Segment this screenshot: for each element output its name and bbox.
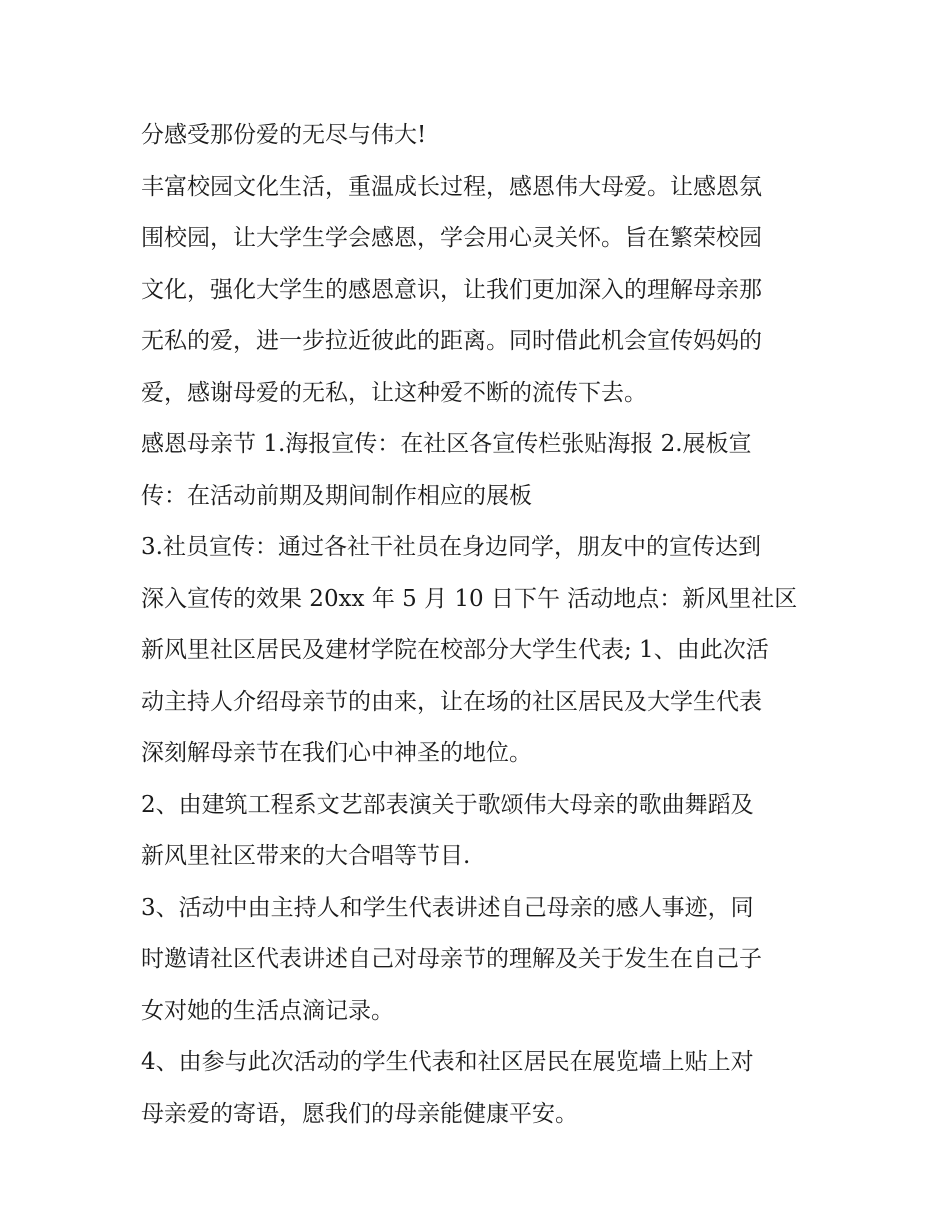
text-line: 2、由建筑工程系文艺部表演关于歌颂伟大母亲的歌曲舞蹈及	[141, 791, 754, 818]
text-line: 深入宣传的效果 20xx 年 5 月 10 日下午 活动地点：新风里社区	[141, 585, 798, 612]
text-line: 围校园，让大学生学会感恩，学会用心灵关怀。旨在繁荣校园	[141, 225, 762, 251]
text-line: 文化，强化大学生的感恩意识，让我们更加深入的理解母亲那	[141, 276, 762, 303]
text-line: 新风里社区带来的大合唱等节目.	[141, 843, 471, 869]
document-body	[141, 110, 821, 1140]
text-line: 爱，感谢母爱的无私，让这种爱不断的流传下去。	[141, 379, 647, 406]
text-line: 3、活动中由主持人和学生代表讲述自己母亲的感人事迹，同	[141, 894, 754, 921]
text-line: 感恩母亲节 1.海报宣传：在社区各宣传栏张贴海报 2.展板宣	[141, 431, 752, 457]
text-line: 深刻解母亲节在我们心中神圣的地位。	[141, 740, 532, 766]
text-line: 新风里社区居民及建材学院在校部分大学生代表; 1、由此次活	[141, 637, 769, 663]
text-line: 时邀请社区代表讲述自己对母亲节的理解及关于发生在自己子	[141, 946, 762, 972]
text-line: 无私的爱，进一步拉近彼此的距离。同时借此机会宣传妈妈的	[141, 328, 762, 354]
text-line: 3.社员宣传：通过各社干社员在身边同学，朋友中的宣传达到	[141, 534, 761, 560]
text-line: 丰富校园文化生活，重温成长过程，感恩伟大母爱。让感恩氛	[141, 173, 762, 200]
text-line: 母亲爱的寄语，愿我们的母亲能健康平安。	[141, 1100, 578, 1127]
text-line: 动主持人介绍母亲节的由来，让在场的社区居民及大学生代表	[141, 688, 762, 715]
text-line: 女对她的生活点滴记录。	[141, 997, 394, 1024]
text-line: 分感受那份爱的无尽与伟大!	[141, 122, 427, 148]
text-line: 传：在活动前期及期间制作相应的展板	[141, 482, 532, 509]
text-line: 4、由参与此次活动的学生代表和社区居民在展览墙上贴上对	[141, 1049, 754, 1075]
